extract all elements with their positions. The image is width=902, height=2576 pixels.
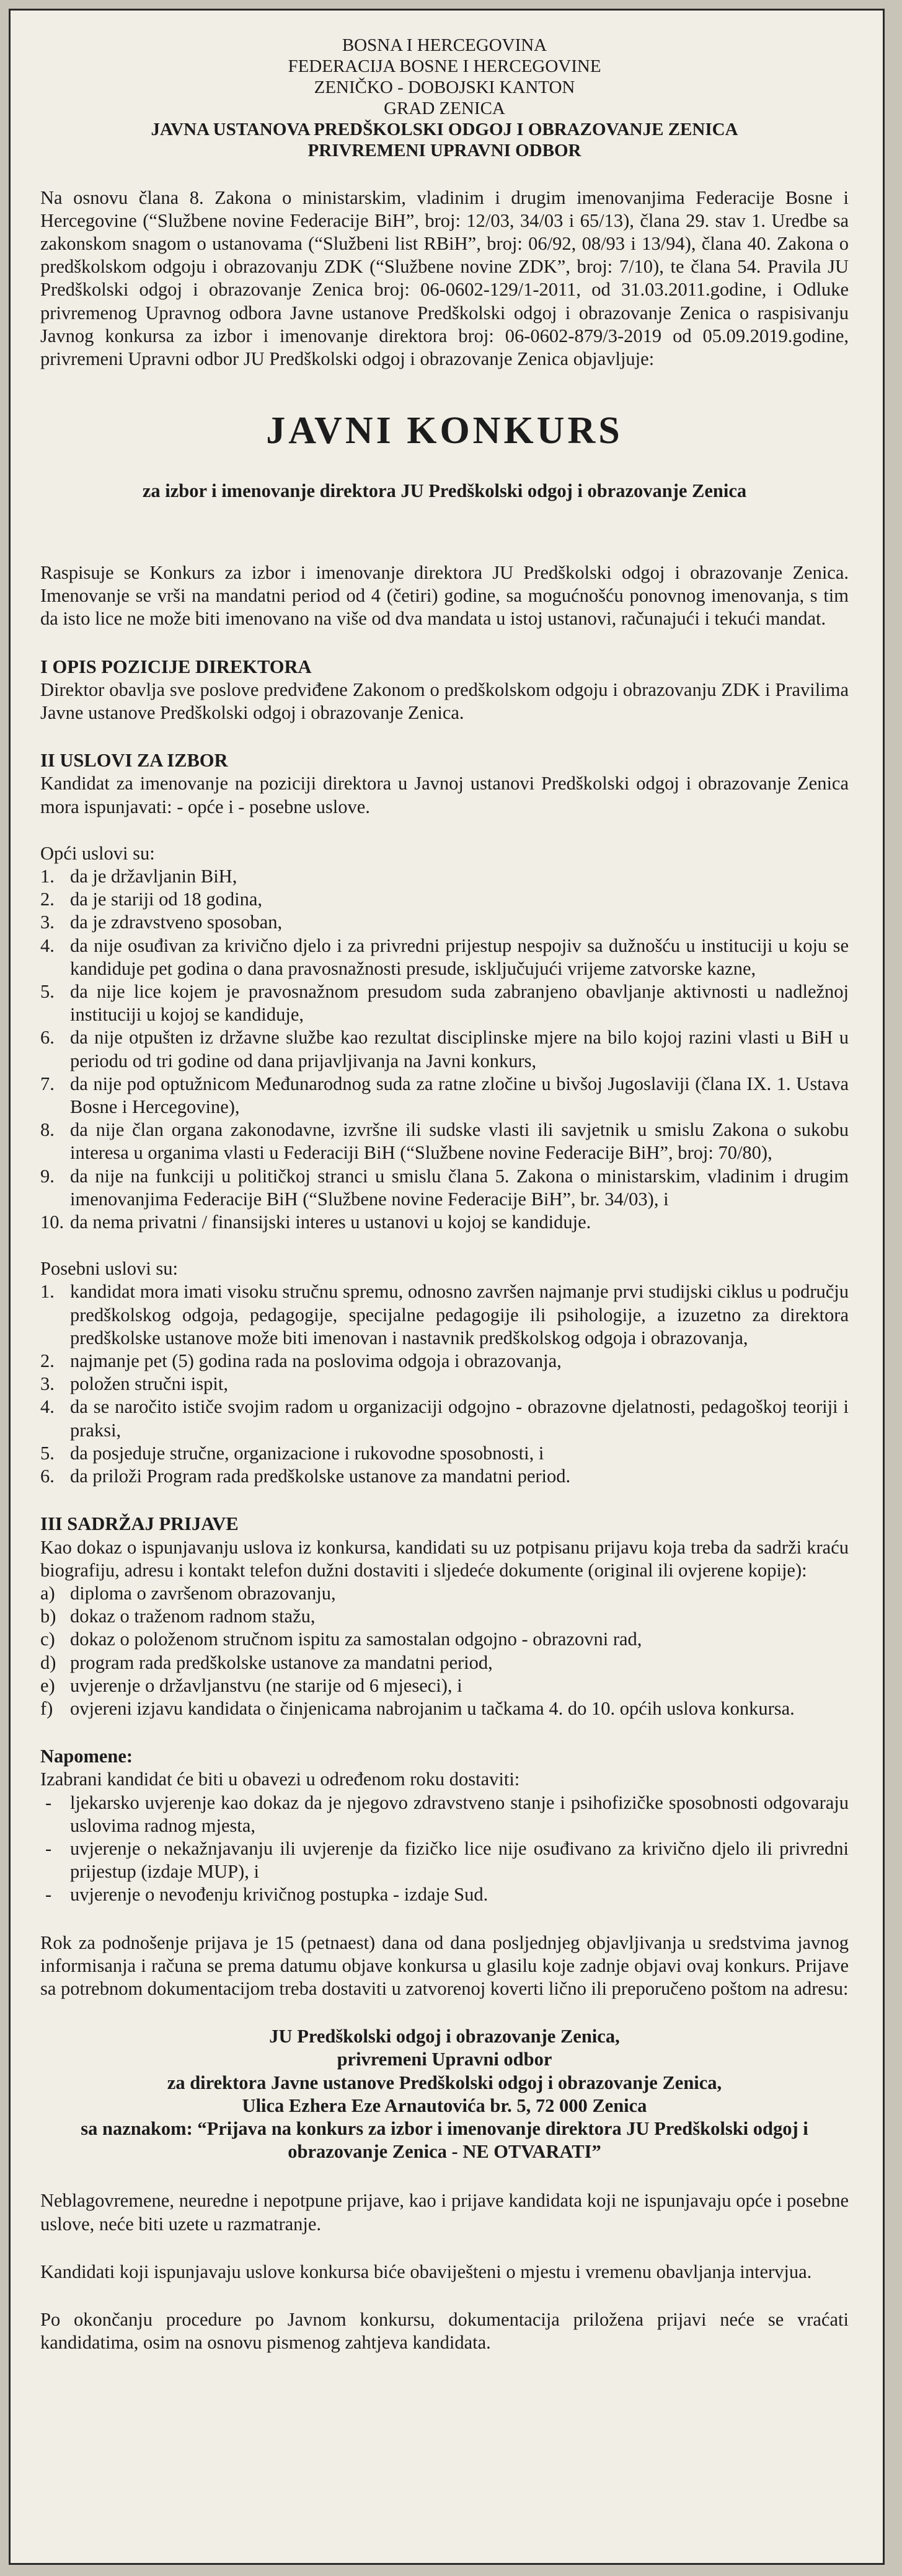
document-title: JAVNI KONKURS — [266, 410, 623, 452]
section-text: Kao dokaz o ispunjavanju uslova iz konkursa, kandidati su uz potpisanu prijavu koja treba da sadrži kraću biografiju, adresu i kontakt telefon dužni dostaviti i sljedeće dokumente (original ili ovjerene kopije): — [40, 1536, 849, 1581]
general-conditions-label: Opći uslovi su: — [40, 842, 155, 864]
item-text: dokaz o položenom stručnom ispitu za samostalan odgojno - obrazovni rad, — [70, 1629, 642, 1650]
list-item — [40, 934, 849, 980]
list-item — [40, 1280, 849, 1350]
item-number: 10. — [40, 1211, 64, 1233]
address-line: privremeni Upravni odbor — [337, 2049, 552, 2070]
document-header — [40, 35, 849, 162]
item-text: uvjerenje o nekažnjavanju ili uvjerenje da fizičko lice nije osuđivano za krivično djelo ili privredni prijestup (izdaje MUP), i — [70, 1837, 849, 1883]
item-number: 5. — [40, 1442, 55, 1464]
item-number: 3. — [40, 912, 55, 933]
item-number: 8. — [40, 1119, 55, 1141]
header-line: ZENIČKO - DOBOJSKI KANTON — [314, 77, 575, 97]
mailing-address — [40, 2025, 849, 2163]
item-text: uvjerenje o državljanstvu (ne starije od 6 mjeseci), i — [70, 1674, 462, 1696]
item-text: dokaz o traženom radnom stažu, — [70, 1606, 316, 1627]
item-text: da nije pod optužnicom Međunarodnog suda za ratne zločine u bivšoj Jugoslaviji (člana IX. 1. Ustava Bosne i Hercegovine), — [70, 1073, 849, 1118]
item-text: da nije osuđivan za krivično djelo i za privredni prijestup nespojiv sa dužnošću u instituciji u koju se kandiduje pet godina o dana pravosnažnosti presude, isključujući vrijeme zatvorske kazne, — [70, 934, 849, 979]
list-item — [40, 1465, 849, 1488]
list-item — [40, 1883, 849, 1906]
list-item — [40, 980, 849, 1026]
document-subtitle: za izbor i imenovanje direktora JU Predškolski odgoj i obrazovanje Zenica — [142, 480, 747, 501]
item-number: 1. — [40, 1281, 55, 1303]
item-text: da je stariji od 18 godina, — [70, 889, 263, 910]
item-text: da priloži Program rada predškolske ustanove za mandatni period. — [70, 1466, 571, 1487]
closing-paragraph: Neblagovremene, neuredne i nepotpune prijave, kao i prijave kandidata koji ne ispunjavaju opće i posebne uslove, neće biti uzete u razmatranje. — [40, 2190, 849, 2235]
address-line: Ulica Ezhera Eze Arnautovića br. 5, 72 000 Zenica — [242, 2095, 647, 2116]
item-letter: c) — [40, 1629, 55, 1650]
item-number: 7. — [40, 1073, 55, 1094]
list-item — [40, 1396, 849, 1441]
section-text: Direktor obavlja sve poslove predviđene Zakonom o predškolskom odgoju i obrazovanju ZDK i Pravilima Javne ustanove Predškolski odgoj i obrazovanje Zenica. — [40, 679, 849, 723]
general-conditions-list — [40, 865, 849, 1234]
item-text: diploma o završenom obrazovanju, — [70, 1582, 336, 1604]
special-conditions-label: Posebni uslovi su: — [40, 1258, 179, 1280]
list-item — [40, 1791, 849, 1837]
list-item — [40, 1605, 849, 1628]
notes-list — [40, 1791, 849, 1907]
item-number: 5. — [40, 981, 55, 1003]
special-conditions-list — [40, 1280, 849, 1488]
address-line: za direktora Javne ustanove Predškolski odgoj i obrazovanje Zenica, — [167, 2072, 722, 2093]
item-text: da nije na funkciji u političkoj stranci u smislu člana 5. Zakona o ministarskim, vladinim i drugim imenovanjima Federacije BiH (“Službene novine Federacije BiH”, br. 34/03), i — [70, 1165, 849, 1210]
legal-basis-paragraph: Na osnovu člana 8. Zakona o ministarskim, vladinim i drugim imenovanjima Federacije Bosne i Hercegovine (“Službene novine Federacije BiH”, broj: 12/03, 34/03 i 65/13), člana 29. stav 1. Uredbe sa zakonskom snagom o ustanovama (“Službeni list RBiH”, broj: 06/92, 08/93 i 13/94), člana 40. Zakona o predškolskom odgoju i obrazovanju ZDK (“Službene novine ZDK”, broj: 7/10), te člana 54. Pravila JU Predškolski odgoj i obrazovanje Zenica broj: 06-0602-129/1-2011, od 31.03.2011.godine, i Odluke privremenog Upravnog odbora Javne ustanove Predškolski odgoj i obrazovanje Zenica o raspisivanju Javnog konkursa za izbor i imenovanje direktora broj: 06-0602-879/3-2019 od 05.09.2019.godine, privremeni Upravni odbor JU Predškolski odgoj i obrazovanje Zenica objavljuje: — [40, 187, 849, 369]
item-text: da je zdravstveno sposoban, — [70, 912, 283, 933]
list-item — [40, 1211, 849, 1234]
list-item — [40, 1442, 849, 1465]
section-heading: III SADRŽAJ PRIJAVE — [40, 1513, 239, 1535]
item-text: ovjereni izjavu kandidata o činjenicama nabrojanim u tačkama 4. do 10. općih uslova konkursa. — [70, 1697, 795, 1719]
list-item — [40, 1628, 849, 1651]
item-text: položen stručni ispit, — [70, 1373, 228, 1395]
section-conditions — [40, 749, 849, 1488]
list-item — [40, 1073, 849, 1119]
board-name: PRIVREMENI UPRAVNI ODBOR — [307, 140, 581, 160]
list-item — [40, 1350, 849, 1373]
section-notes — [40, 1745, 849, 1906]
item-number: 2. — [40, 1350, 55, 1372]
required-documents-list — [40, 1582, 849, 1720]
list-item — [40, 1165, 849, 1211]
item-letter: b) — [40, 1606, 56, 1627]
item-letter: d) — [40, 1651, 56, 1673]
item-text: kandidat mora imati visoku stručnu spremu, odnosno završen najmanje prvi studijski ciklus u području predškolskog odgoja, pedagogije, specijalne pedagogije ili psihologije, a izuzetno za direktora predškolske ustanove može biti imenovan i nastavnik predškolskog odgoja i obrazovanja, — [70, 1281, 849, 1348]
item-number: 9. — [40, 1165, 55, 1187]
list-item — [40, 1674, 849, 1697]
section-heading: I OPIS POZICIJE DIREKTORA — [40, 656, 312, 677]
notes-heading: Napomene: — [40, 1746, 133, 1767]
dash-bullet: - — [45, 1837, 52, 1859]
item-text: da se naročito ističe svojim radom u organizaciji odgojno - obrazovne djelatnosti, pedagoškoj teoriji i praksi, — [70, 1396, 849, 1441]
item-number: 2. — [40, 889, 55, 910]
deadline-paragraph: Rok za podnošenje prijava je 15 (petnaest) dana od dana posljednjeg objavljivanja u sredstvima javnog informisanja i računa se prema datumu objave konkursa u glasilu koje zadnje objavi ovaj konkurs. Prijave sa potrebnom dokumentacijom treba dostaviti u zatvorenoj koverti lično ili preporučeno poštom na adresu: — [40, 1932, 849, 1999]
item-text: uvjerenje o nevođenju krivičnog postupka - izdaje Sud. — [70, 1884, 489, 1906]
header-line: BOSNA I HERCEGOVINA — [342, 35, 547, 55]
list-item — [40, 865, 849, 888]
item-text: da nije član organa zakonodavne, izvršne ili sudske vlasti ili savjetnik u smislu Zakona o sukobu interesa u organima vlasti u Federaciji BiH (“Službene novine Federacije BiH”, broj: 70/80), — [70, 1119, 849, 1164]
list-item — [40, 1697, 849, 1720]
item-letter: e) — [40, 1674, 55, 1696]
item-text: da je državljanin BiH, — [70, 866, 237, 887]
closing-paragraph: Po okončanju procedure po Javnom konkursu, dokumentacija priložena prijavi neće se vraćati kandidatima, osim na osnovu pismenog zahtjeva kandidata. — [40, 2308, 849, 2354]
list-item — [40, 1119, 849, 1164]
list-item — [40, 1651, 849, 1674]
item-text: da posjeduje stručne, organizacione i rukovodne sposobnosti, i — [70, 1442, 544, 1464]
list-item — [40, 911, 849, 934]
item-text: najmanje pet (5) godina rada na poslovima odgoja i obrazovanja, — [70, 1350, 562, 1372]
closing-paragraph: Kandidati koji ispunjavaju uslove konkursa biće obaviješteni o mjestu i vremenu obavljanja intervjua. — [40, 2261, 812, 2282]
notes-text: Izabrani kandidat će biti u obavezi u određenom roku dostaviti: — [40, 1769, 520, 1790]
section-application-content — [40, 1513, 849, 1720]
item-text: program rada predškolske ustanove za mandatni period, — [70, 1651, 493, 1673]
item-number: 6. — [40, 1027, 55, 1048]
dash-bullet: - — [45, 1791, 52, 1813]
header-line: FEDERACIJA BOSNE I HERCEGOVINE — [288, 56, 601, 76]
item-text: da nije otpušten iz državne službe kao rezultat disciplinske mjere na bilo kojoj razini vlasti u BiH u periodu od tri godine od dana prijavljivanja na Javni konkurs, — [70, 1027, 849, 1071]
section-text: Kandidat za imenovanje na poziciji direktora u Javnoj ustanovi Predškolski odgoj i obrazovanje Zenica mora ispunjavati: - opće i - posebne uslove. — [40, 773, 849, 817]
item-text: da nema privatni / finansijski interes u ustanovi u kojoj se kandiduje. — [70, 1211, 591, 1233]
item-text: da nije lice kojem je pravosnažnom presudom suda zabranjeno obavljanje aktivnosti u nadležnoj instituciji u kojoj se kandiduje, — [70, 981, 849, 1026]
item-letter: a) — [40, 1582, 55, 1604]
item-number: 3. — [40, 1373, 55, 1395]
announcement-paragraph: Raspisuje se Konkurs za izbor i imenovanje direktora JU Predškolski odgoj i obrazovanje Zenica. Imenovanje se vrši na mandatni period od 4 (četiri) godine, sa mogućnošću ponovnog imenovanja, s tim da isto lice ne može biti imenovano na više od dva mandata u istoj ustanovi, računajući i tekući mandat. — [40, 561, 849, 630]
item-number: 4. — [40, 1396, 55, 1418]
item-number: 1. — [40, 866, 55, 887]
section-position-description — [40, 656, 849, 725]
list-item — [40, 1582, 849, 1605]
list-item — [40, 1837, 849, 1883]
dash-bullet: - — [45, 1884, 52, 1906]
item-text: ljekarsko uvjerenje kao dokaz da je njegovo zdravstveno stanje i psihofizičke sposobnosti odgovaraju uslovima radnog mjesta, — [70, 1791, 849, 1836]
item-letter: f) — [40, 1697, 53, 1719]
section-heading: II USLOVI ZA IZBOR — [40, 750, 228, 771]
address-line: JU Predškolski odgoj i obrazovanje Zenica, — [269, 2026, 620, 2047]
item-number: 6. — [40, 1466, 55, 1487]
header-line: GRAD ZENICA — [384, 98, 505, 118]
notice-page — [9, 9, 885, 2565]
list-item — [40, 1026, 849, 1072]
list-item — [40, 1373, 849, 1396]
institution-name: JAVNA USTANOVA PREDŠKOLSKI ODGOJ I OBRAZOVANJE ZENICA — [151, 119, 738, 139]
address-line: sa naznakom: “Prijava na konkurs za izbor i imenovanje direktora JU Predškolski odgoj i obrazovanje Zenica - NE OTVARATI” — [81, 2117, 808, 2163]
item-number: 4. — [40, 934, 55, 956]
list-item — [40, 888, 849, 911]
